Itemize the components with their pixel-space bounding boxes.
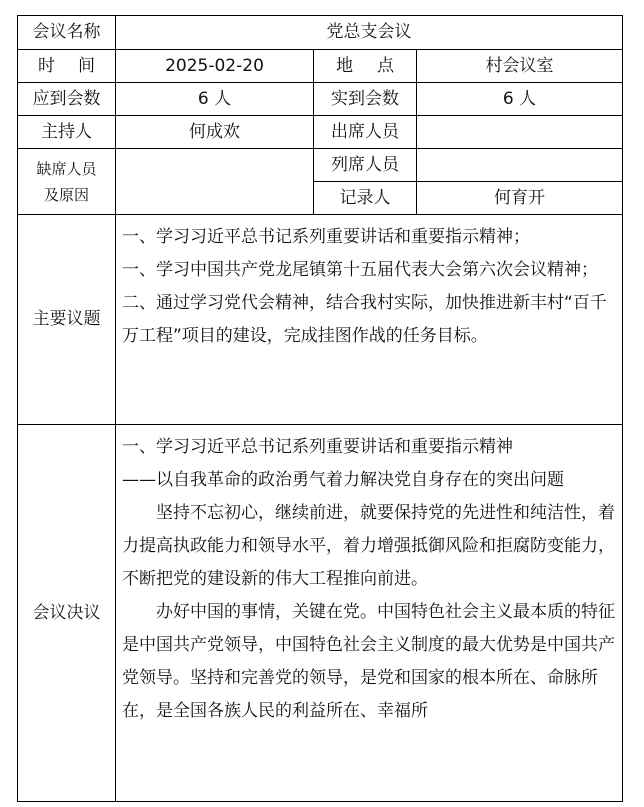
place-value: 村会议室 xyxy=(417,50,623,83)
topic-item: 一、学习中国共产党龙尾镇第十五届代表大会第六次会议精神； xyxy=(122,260,598,280)
observers-row xyxy=(18,149,623,182)
absent-label-line-2: 及原因 xyxy=(43,185,89,204)
place-label-char-1: 地 xyxy=(336,55,353,76)
recorder-label: 记录人 xyxy=(314,182,417,215)
host-value: 何成欢 xyxy=(116,116,314,149)
actual-label: 实到会数 xyxy=(314,83,417,116)
attendees-label: 出席人员 xyxy=(314,116,417,149)
host-label: 主持人 xyxy=(18,116,116,149)
attendance-count-row xyxy=(18,83,623,116)
date-value: 2025-02-20 xyxy=(116,50,314,83)
decision-heading: 一、学习习近平总书记系列重要讲话和重要指示精神 xyxy=(122,437,513,457)
meeting-name-value: 党总支会议 xyxy=(116,16,623,50)
topic-item: 二、通过学习党代会精神，结合我村实际，加快推进新丰村“百千万工程”项目的建设，完成挂图作战的任务目标。 xyxy=(122,293,607,346)
place-label-char-2: 点 xyxy=(377,55,394,76)
expected-label: 应到会数 xyxy=(18,83,116,116)
topics-content xyxy=(116,215,623,425)
expected-value: 6 人 xyxy=(116,83,314,116)
time-label-char-2: 间 xyxy=(78,55,95,76)
meeting-name-label: 会议名称 xyxy=(18,16,116,50)
meeting-record-table xyxy=(17,15,623,802)
observers-label: 列席人员 xyxy=(314,149,417,182)
decisions-label: 会议决议 xyxy=(18,425,116,802)
place-label xyxy=(314,50,417,83)
decision-paragraph: 办好中国的事情，关键在党。中国特色社会主义最本质的特征是中国共产党领导，中国特色社会主义制度的最大优势是中国共产党领导。坚持和完善党的领导，是党和国家的根本所在、命脉所在，是全国各族人民的利益所在、幸福所 xyxy=(122,602,615,721)
decisions-row xyxy=(18,425,623,802)
host-row xyxy=(18,116,623,149)
decision-subheading: ——以自我革命的政治勇气着力解决党自身存在的突出问题 xyxy=(122,470,564,490)
observers-value xyxy=(417,149,623,182)
topics-label: 主要议题 xyxy=(18,215,116,425)
meeting-name-row xyxy=(18,16,623,50)
recorder-value: 何育开 xyxy=(417,182,623,215)
topics-row xyxy=(18,215,623,425)
decisions-content xyxy=(116,425,623,802)
time-place-row xyxy=(18,50,623,83)
time-label xyxy=(18,50,116,83)
topic-item: 一、学习习近平总书记系列重要讲话和重要指示精神； xyxy=(122,227,530,247)
attendees-value xyxy=(417,116,623,149)
absent-value xyxy=(116,149,314,215)
absent-label-line-1: 缺席人员 xyxy=(36,159,97,178)
actual-value: 6 人 xyxy=(417,83,623,116)
decision-paragraph: 坚持不忘初心，继续前进，就要保持党的先进性和纯洁性，着力提高执政能力和领导水平，着力增强抵御风险和拒腐防变能力，不断把党的建设新的伟大工程推向前进。 xyxy=(122,503,615,589)
absent-label xyxy=(18,149,116,215)
time-label-char-1: 时 xyxy=(38,55,55,76)
